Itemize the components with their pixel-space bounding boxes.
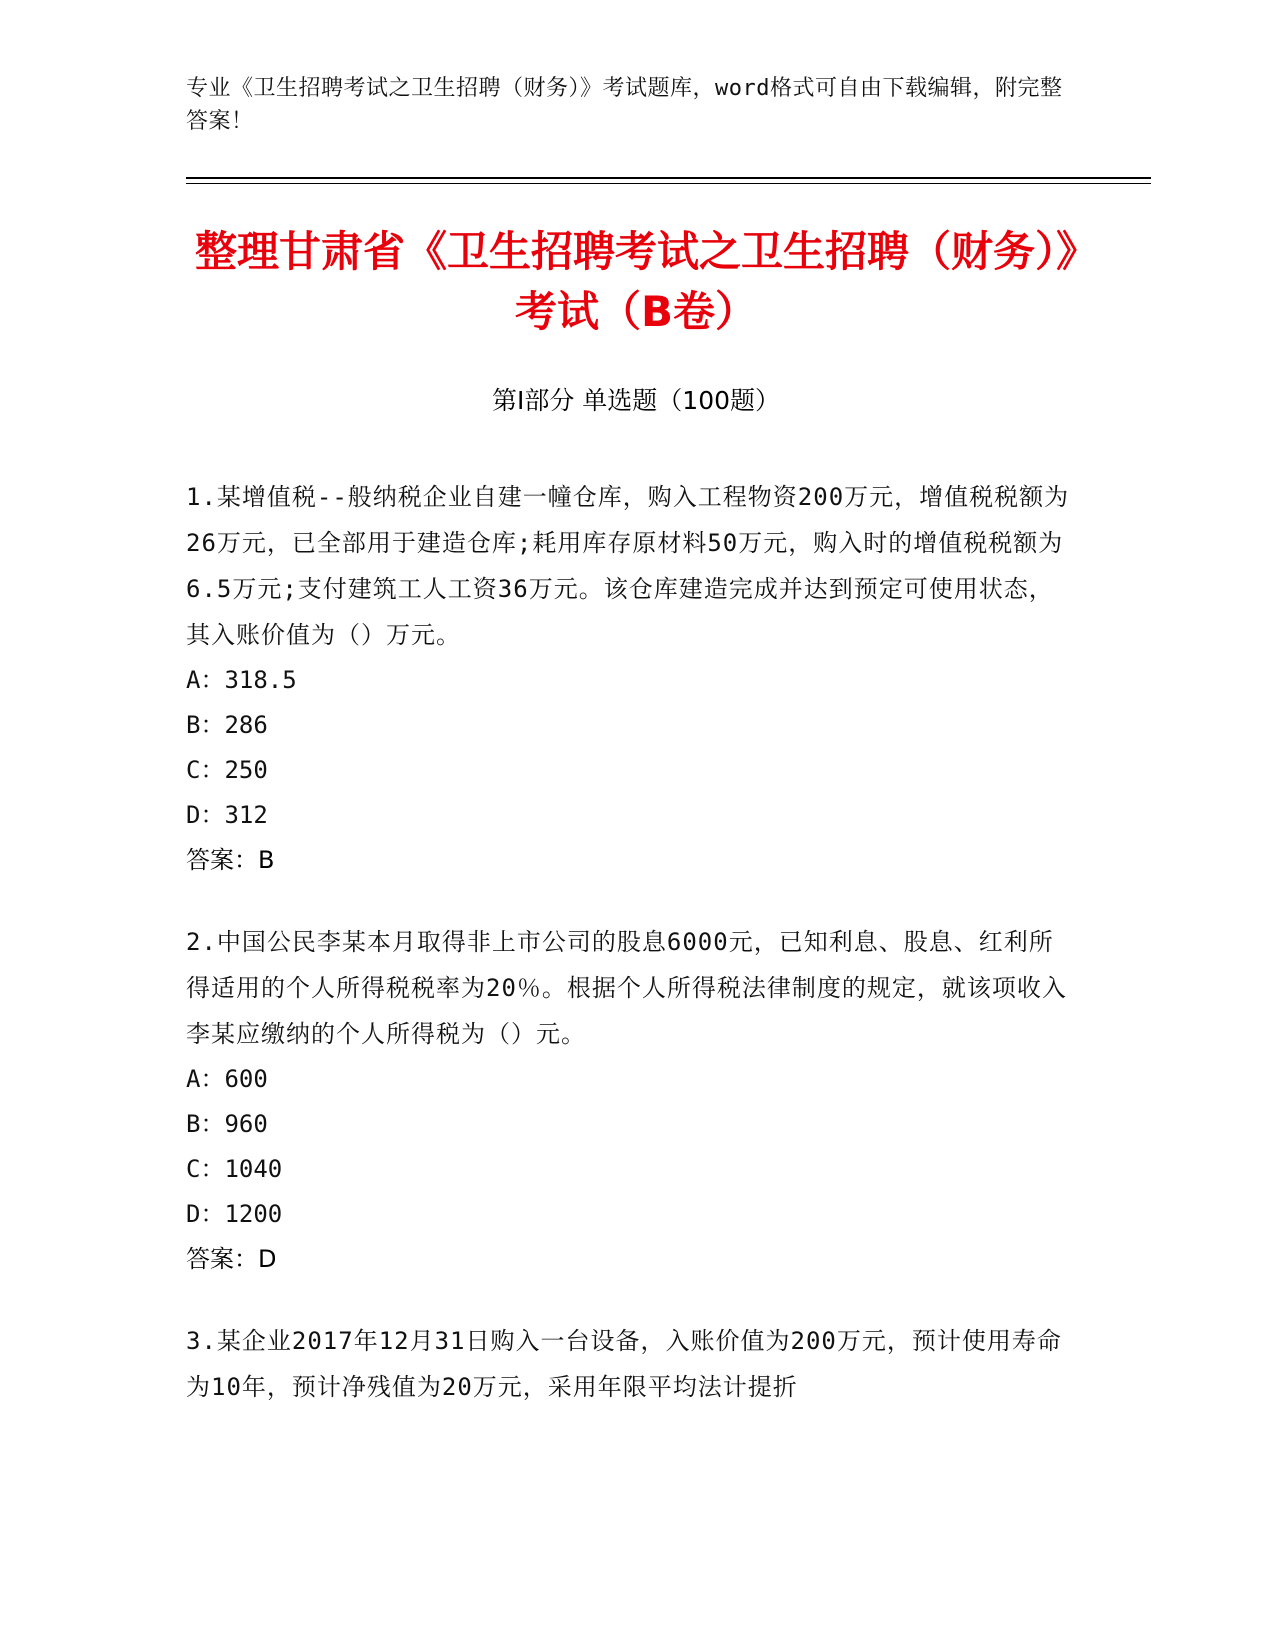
option-a: A：600: [186, 1065, 268, 1093]
option-c: C：250: [186, 756, 268, 784]
question-text: 3.某企业2017年12月31日购入一台设备，入账价值为200万元，预计使用寿命为10年，预计净残值为20万元，采用年限平均法计提折: [186, 1327, 1062, 1401]
answer: 答案：D: [186, 1245, 277, 1273]
question-item: [186, 1318, 1076, 1410]
option-b: B：960: [186, 1110, 268, 1138]
header-divider-thick: [186, 177, 1151, 179]
question-item: [186, 474, 1076, 883]
question-item: [186, 919, 1076, 1282]
option-a: A：318.5: [186, 666, 297, 694]
document-title: 整理甘肃省《卫生招聘考试之卫生招聘（财务）》考试（B卷）: [194, 227, 1077, 336]
header-divider-thin: [186, 183, 1151, 184]
option-d: D：312: [186, 801, 268, 829]
question-text: 2.中国公民李某本月取得非上市公司的股息6000元，已知利息、股息、红利所得适用的个人所得税税率为20％。根据个人所得税法律制度的规定，就该项收入李某应缴纳的个人所得税为（）元。: [186, 928, 1067, 1048]
option-d: D：1200: [186, 1200, 283, 1228]
answer: 答案：B: [186, 846, 275, 874]
question-list: [186, 474, 1076, 1446]
section-title: 第I部分 单选题（100题）: [491, 386, 781, 415]
question-text: 1.某增值税--般纳税企业自建一幢仓库，购入工程物资200万元，增值税税额为26万元，已全部用于建造仓库;耗用库存原材料50万元，购入时的增值税税额为6.5万元;支付建筑工人工资36万元。该仓库建造完成并达到预定可使用状态，其入账价值为（）万元。: [186, 483, 1070, 649]
option-b: B：286: [186, 711, 268, 739]
header-note: 专业《卫生招聘考试之卫生招聘（财务）》考试题库，word格式可自由下载编辑，附完整答案！: [186, 76, 1063, 134]
option-c: C：1040: [186, 1155, 283, 1183]
